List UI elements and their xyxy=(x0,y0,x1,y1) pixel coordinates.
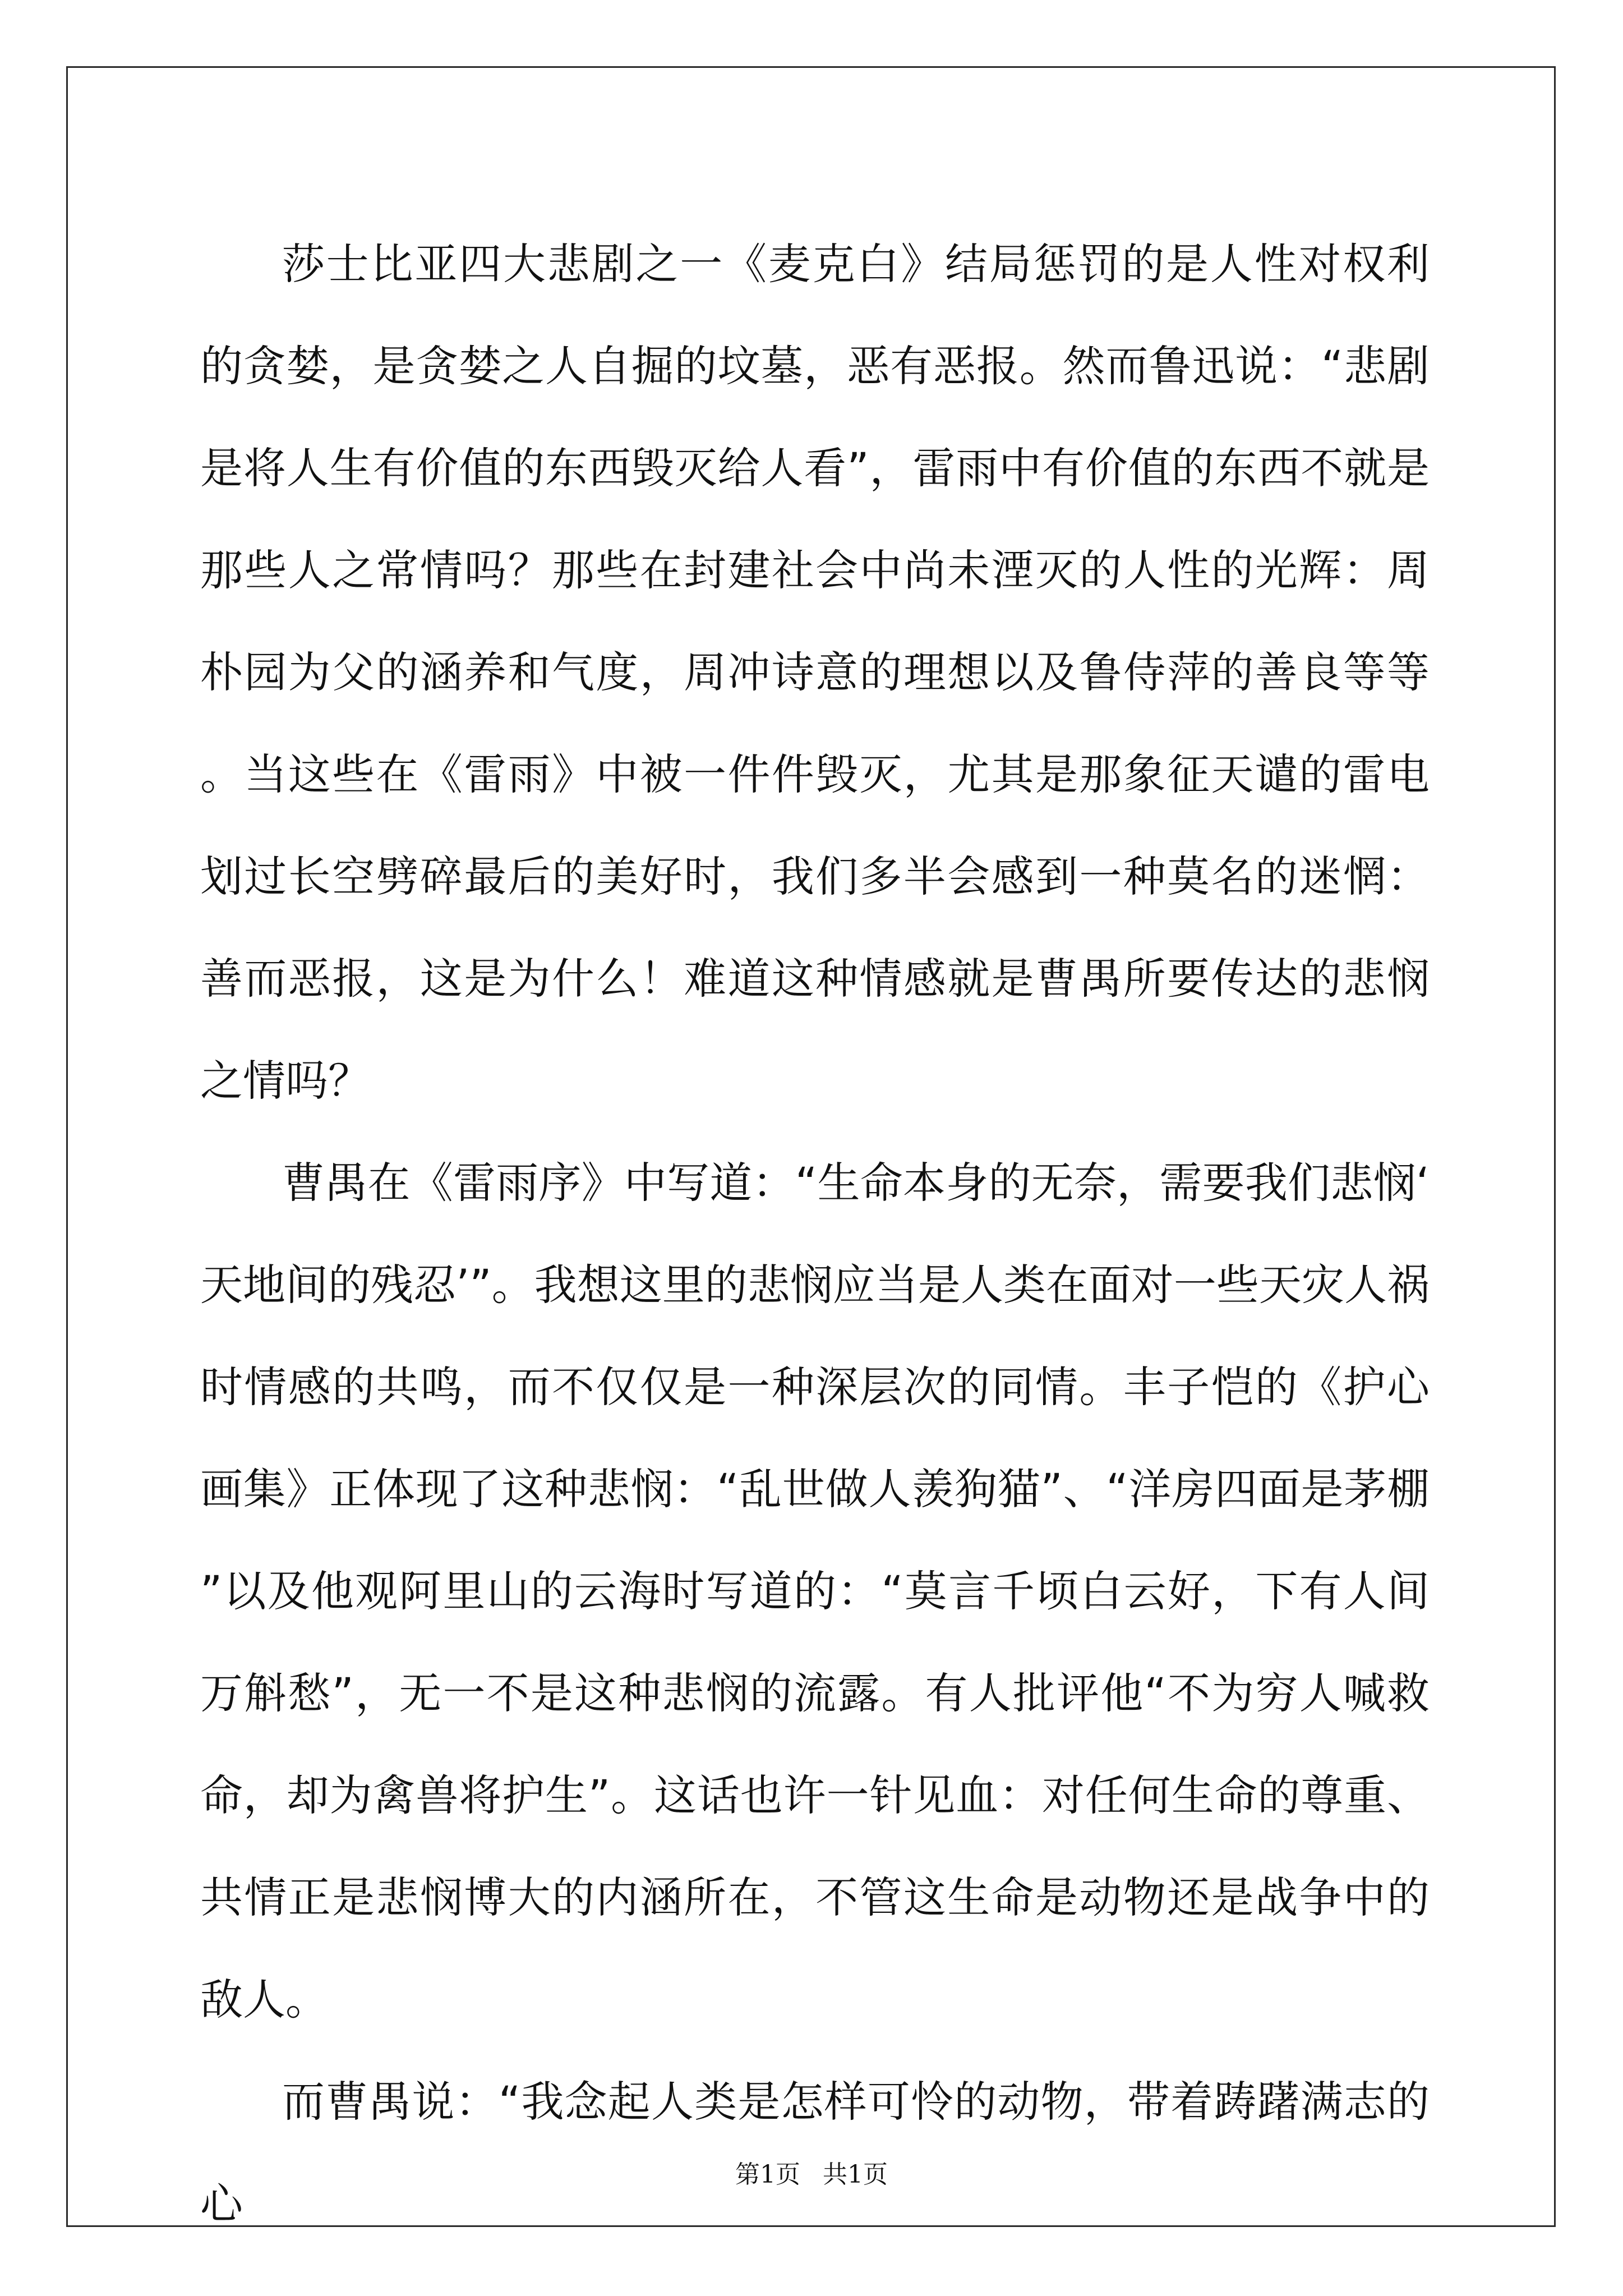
page-number: 第1页 xyxy=(735,2160,800,2189)
paragraph-3: 而曹禺说：“我念起人类是怎样可怜的动物，带着踌躇满志的心 xyxy=(200,2077,1430,2229)
paragraph-1: 莎士比亚四大悲剧之一《麦克白》结局惩罚的是人性对权利的贪婪，是贪婪之人自掘的坟墓，恶有恶报。然而鲁迅说：“悲剧是将人生有价值的东西毁灭给人看”，雷雨中有价值的东西不就是那些人之常情吗？那些在封建社会中尚未湮灭的人性的光辉：周朴园为父的涵养和气度，周冲诗意的理想以及鲁侍萍的善良等等。当这些在《雷雨》中被一件件毁灭，尤其是那象征天谴的雷电划过长空劈碎最后的美好时，我们多半会感到一种莫名的迷惘：善而恶报，这是为什么！难道这种情感就是曹禺所要传达的悲悯之情吗？ xyxy=(200,239,1430,1106)
document-body xyxy=(200,213,1430,2255)
page-total: 共1页 xyxy=(823,2160,888,2189)
page-footer xyxy=(0,2154,1623,2190)
paragraph-2: 曹禺在《雷雨序》中写道：“生命本身的无奈，需要我们悲悯‘天地间的残忍’”。我想这里的悲悯应当是人类在面对一些天灾人祸时情感的共鸣，而不仅仅是一种深层次的同情。丰子恺的《护心画集》正体现了这种悲悯：“乱世做人羡狗猫”、“洋房四面是茅棚”以及他观阿里山的云海时写道的：“莫言千顷白云好，下有人间万斛愁”，无一不是这种悲悯的流露。有人批评他“不为穷人喊救命，却为禽兽将护生”。这话也许一针见血：对任何生命的尊重、共情正是悲悯博大的内涵所在，不管这生命是动物还是战争中的敌人。 xyxy=(200,1158,1430,2024)
